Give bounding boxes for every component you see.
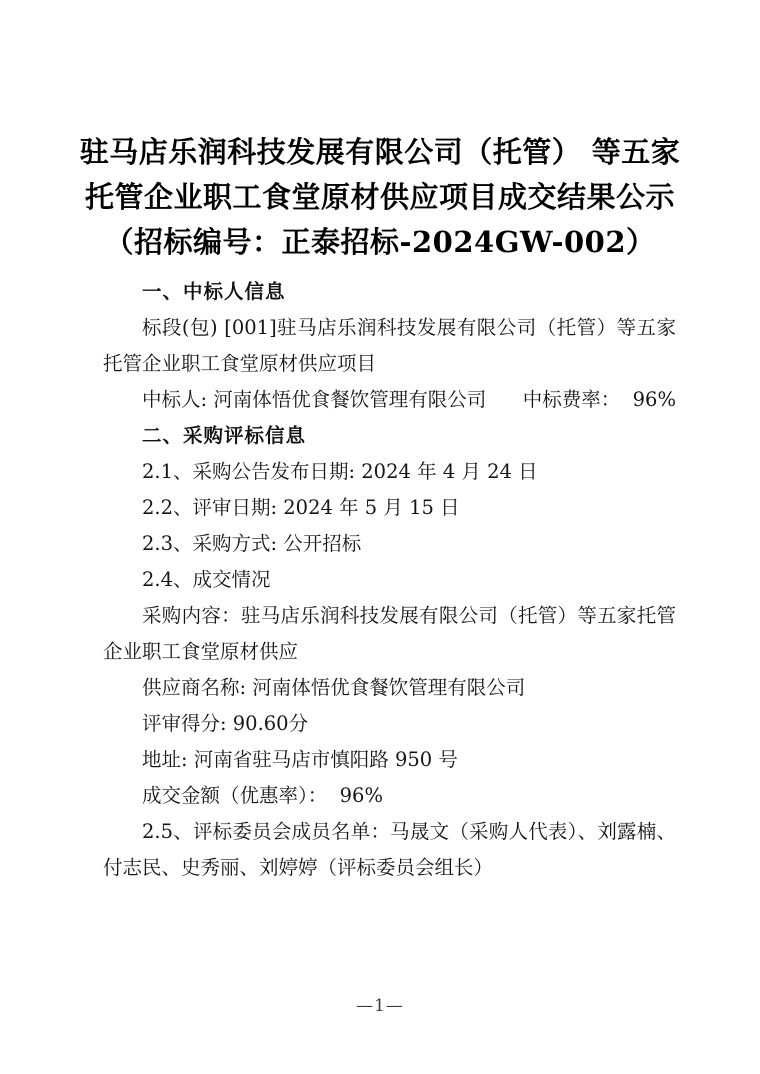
deal-amount-line: 成交金额（优惠率）： 96% [142, 784, 383, 807]
address-line: 地址: 河南省驻马店市慎阳路 950 号 [142, 748, 458, 771]
title-line-1: 驻马店乐润科技发展有限公司（托管） 等五家 [79, 135, 681, 169]
review-date-line: 2.2、评审日期: 2024 年 5 月 15 日 [142, 496, 460, 519]
section2-heading: 二、采购评标信息 [142, 424, 307, 447]
lot-paragraph: 标段(包) [001]驻马店乐润科技发展有限公司（托管）等五家托管企业职工食堂原材供应项目 [103, 316, 676, 375]
supplier-name-line: 供应商名称: 河南体悟优食餐饮管理有限公司 [142, 676, 526, 699]
deal-status-line: 2.4、成交情况 [142, 568, 271, 591]
document-title [45, 130, 715, 265]
winning-rate-value: 中标费率： 96% [522, 388, 676, 411]
procurement-method-line: 2.3、采购方式: 公开招标 [142, 532, 362, 555]
page-number: —1— [356, 996, 404, 1016]
review-score-line: 评审得分: 90.60分 [142, 712, 309, 735]
winner-line [103, 382, 676, 418]
procurement-content-paragraph: 采购内容：驻马店乐润科技发展有限公司（托管）等五家托管企业职工食堂原材供应 [103, 604, 676, 663]
committee-paragraph: 2.5、评标委员会成员名单：马晟文（采购人代表）、刘露楠、付志民、史秀丽、刘婷婷（评标委员会组长） [103, 820, 676, 879]
section1-heading: 一、中标人信息 [142, 280, 286, 303]
document-body [103, 274, 676, 886]
winner-value: 中标人: 河南体悟优食餐饮管理有限公司 [142, 388, 487, 411]
title-tender-number: （招标编号：正泰招标-2024GW-002） [104, 225, 656, 259]
title-line-2: 托管企业职工食堂原材供应项目成交结果公示 [84, 180, 675, 214]
announcement-date-line: 2.1、采购公告发布日期: 2024 年 4 月 24 日 [142, 460, 538, 483]
